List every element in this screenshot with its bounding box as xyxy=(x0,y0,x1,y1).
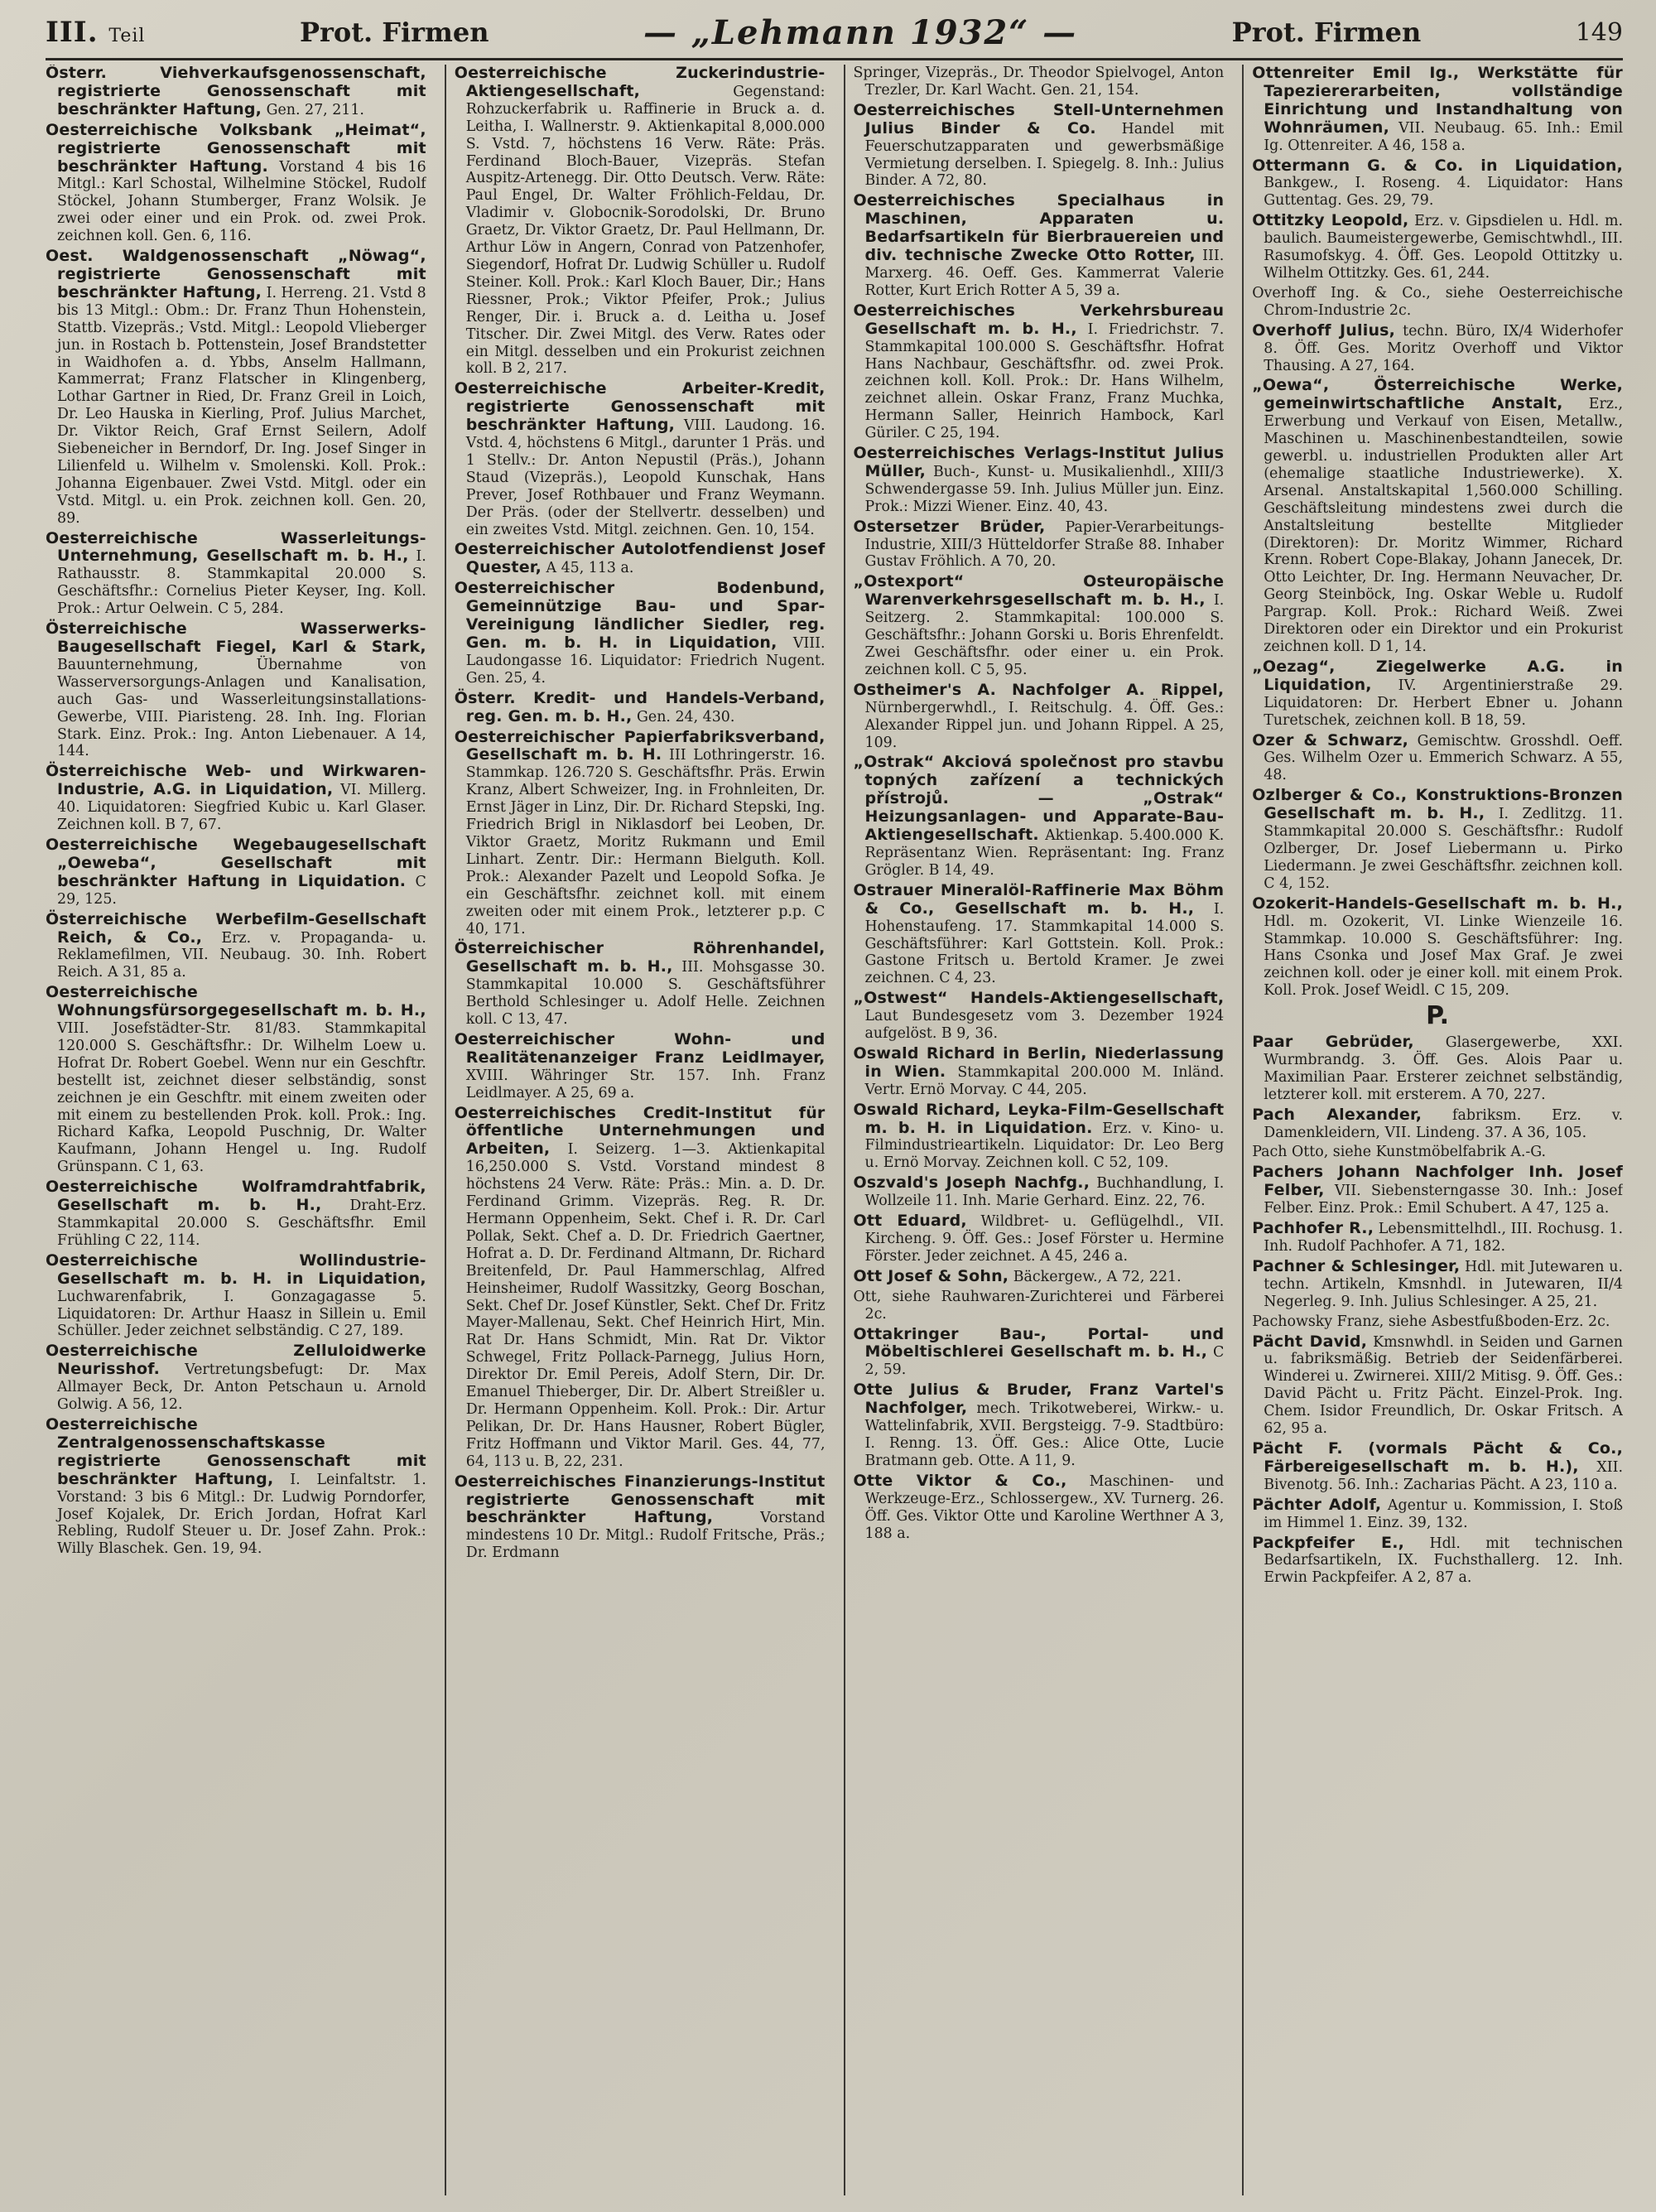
entry-details: Pachowsky Franz, siehe Asbestfußboden-Erz. 2c. xyxy=(1252,1313,1610,1330)
entry-details: Gen. 24, 430. xyxy=(637,708,735,725)
entry-details: Erz. v. Kino- u. Filmindustrieartikeln. Liquidator: Dr. Leo Berg u. Ernö Morvay. Zeichnen koll. C 52, 109. xyxy=(864,1120,1225,1172)
firm-name: Österreichische Wasserwerks-Baugesellschaft Fiegel, Karl & Stark, xyxy=(46,619,426,656)
directory-entry xyxy=(1252,1220,1623,1255)
directory-entry xyxy=(854,1212,1225,1265)
entry-details: Agentur u. Kommission, I. Stoß im Himmel 1. Einz. 39, 132. xyxy=(1264,1496,1623,1531)
entry-details: Ott, siehe Rauhwaren-Zurichterei und Färberei 2c. xyxy=(853,1288,1225,1323)
entry-details: Pach Otto, siehe Kunstmöbelfabrik A.-G. xyxy=(1252,1144,1547,1161)
firm-name: Oswald Richard in Berlin, Niederlassung in Wien. xyxy=(853,1043,1225,1081)
entry-details: Buchhandlung, I. Wollzeile 11. Inh. Marie Gerhard. Einz. 22, 76. xyxy=(864,1175,1225,1210)
entry-details: Hdl. m. Ozokerit, VI. Linke Wienzeile 16. Stammkap. 10.000 S. Geschäftsführer: Ing. Hans Csonka und Josef Max Graf. Je zwei zeichnen koll. oder je einer koll. mit einem Prok. Koll. Prok. Josef Weidl. C 15, 209. xyxy=(1264,913,1623,1000)
directory-entry xyxy=(1252,212,1623,282)
firm-name: Paar Gebrüder, xyxy=(1252,1033,1414,1052)
entry-details: Handel mit Feuerschutzapparaten und gewerbsmäßige Vermietung derselben. I. Spiegelg. 8. Inh.: Julius Binder. A 72, 80. xyxy=(864,120,1225,190)
directory-entry xyxy=(854,518,1225,571)
firm-name: Packpfeifer E., xyxy=(1252,1533,1405,1552)
firm-name: „Ostwest“ Handels-Aktiengesellschaft, xyxy=(853,989,1225,1008)
entry-details: VII. Neubaug. 65. Inh.: Emil Ig. Ottenreiter. A 46, 158 a. xyxy=(1264,119,1623,154)
directory-entry xyxy=(46,530,426,619)
entry-details: Gemischtw. Grosshdl. Oeff. Ges. Wilhelm Ozer u. Emmerich Schwarz. A 55, 48. xyxy=(1264,732,1623,784)
entry-details: Stammkapital 200.000 M. Inländ. Vertr. Ernö Morvay. C 44, 205. xyxy=(864,1063,1225,1098)
directory-entry xyxy=(1252,1164,1623,1217)
firm-name: Oesterreichischer Wohn- und Realitätenanzeiger Franz Leidlmayer, xyxy=(454,1029,826,1067)
firm-name: Österreichischer Röhrenhandel, Gesellschaft m. b. H., xyxy=(454,939,826,976)
column-4 xyxy=(1242,65,1623,2195)
directory-entry xyxy=(1252,658,1623,730)
entry-details: Vorstand 4 bis 16 Mitgl.: Karl Schostal, Wilhelmine Stöckel, Rudolf Stöckel, Johann Stumberger, Franz Wolsik. Je zwei oder einer und ein Prok. od. zwei Prok. zeichnen koll. Gen. 6, 116. xyxy=(57,158,426,245)
entry-details: Hdl. mit Jutewaren u. techn. Artikeln, Kmsnhdl. in Jutewaren, II/4 Negerleg. 9. Inh. Julius Schlesinger. A 25, 21. xyxy=(1264,1258,1623,1310)
directory-entry xyxy=(46,1342,426,1414)
directory-entry xyxy=(854,682,1225,752)
firm-name: Pach Alexander, xyxy=(1252,1105,1423,1124)
firm-name: Pächt F. (vormals Pächt & Co., Färbereigesellschaft m. b. H.), xyxy=(1252,1439,1623,1476)
firm-name: Oszvald's Joseph Nachfg., xyxy=(853,1173,1090,1193)
entry-details: Maschinen- und Werkzeuge-Erz., Schlossergew., XV. Turnerg. 26. Öff. Ges. Viktor Otte und Karoline Werthner A 3, 188 a. xyxy=(864,1472,1225,1542)
directory-entry xyxy=(1252,1440,1623,1494)
directory-entry xyxy=(1252,732,1623,785)
directory-entry xyxy=(854,302,1225,442)
directory-entry xyxy=(854,882,1225,987)
directory-entry xyxy=(1252,157,1623,210)
firm-name: Oesterreichische Volksbank „Heimat“, registrierte Genossenschaft mit beschränkter Haftung. xyxy=(46,120,426,176)
firm-name: Oesterreichische Wegebaugesellschaft „Oeweba“, Gesellschaft mit beschränkter Haftung in Liquidation. xyxy=(46,835,426,890)
entry-details: Gegenstand: Rohzuckerfabrik u. Raffinerie in Bruck a. d. Leitha, I. Wallnerstr. 9. Aktienkapital 8,000.000 S. Vstd. 7, höchstens 16 Verw. Räte: Präs. Ferdinand Bloch-Bauer, Vizepräs. Stefan Auspitz-Artenegg. Dir. Otto Deutsch. Verw. Räte: Paul Engel, Dr. Walter Fröhlich-Feldau, Dr. Vladimir v. Globocnik-Sorodolski, Dr. Bruno Graetz, Dr. Viktor Graetz, Dr. Paul Hellmann, Dr. Arthur Löw in Angern, Conrad von Patzenhofer, Siegendorf, Hofrat Dr. Ludwig Schüller u. Rudolf Steiner. Koll. Prok.: Karl Kloch Bauer, Dir.; Hans Riessner, Prok.; Viktor Pfeifer, Prok.; Julius Renger, Dir. i. Bruck a. d. Leitha u. Josef Titscher. Dir. Zwei Mitgl. des Verw. Rates oder ein Mitgl. desselben und ein Prokurist zeichnen koll. B 2, 217. xyxy=(465,83,826,378)
directory-entry xyxy=(854,1289,1225,1323)
directory-entry xyxy=(854,754,1225,879)
entry-details: I. Zedlitzg. 11. Stammkapital 20.000 S. Geschäftsfhr.: Rudolf Ozlberger, Dr. Josef Liebermann u. Pirko Liedermann. Je zwei Geschäftsfhr. zeichnen koll. C 4, 152. xyxy=(1264,806,1623,892)
directory-entry xyxy=(1252,1333,1623,1438)
entry-details: I. Seitzerg. 2. Stammkapital: 100.000 S. Geschäftsfhr.: Johann Gorski u. Boris Ehrenfeldt. Zwei Geschäftsfhr. oder einer u. ein Prok. zeichnen koll. C 5, 95. xyxy=(864,592,1225,678)
firm-name: Ozlberger & Co., Konstruktions-Bronzen Gesellschaft m. b. H., xyxy=(1252,786,1623,823)
firm-name: Österr. Kredit- und Handels-Verband, reg. Gen. m. b. H., xyxy=(454,688,826,725)
firm-name: Oesterreichisches Finanzierungs-Institut registrierte Genossenschaft mit beschränkter Haftung, xyxy=(454,1472,826,1527)
directory-entry xyxy=(1252,1535,1623,1588)
firm-name: Ott Eduard, xyxy=(853,1212,967,1231)
firm-name: Oesterreichische Wollindustrie-Gesellschaft m. b. H. in Liquidation, xyxy=(46,1251,426,1288)
directory-entry xyxy=(1252,895,1623,1000)
entry-details: I. Friedrichstr. 7. Stammkapital 100.000 S. Geschäftsfhr. Hofrat Hans Nachbaur, Geschäftsfhr. od. zwei Prok. zeichnen koll. Koll. Prok.: Dr. Hans Wilhelm, zeichnet allein. Oskar Franz, Franz Muchka, Hermann Saller, Heinrich Hambock, Karl Güriler. C 25, 194. xyxy=(864,320,1225,442)
firm-name: „Ostrak“ Akciová společnost pro stavbu topných zařízení a technických přístrojů. — „Ostrak“ Heizungsanlagen- und Apparate-Bau-Aktiengesellschaft. xyxy=(853,753,1225,845)
directory-entry xyxy=(455,580,826,687)
entry-details: I. Seizerg. 1—3. Aktienkapital 16,250.000 S. Vstd. Vorstand mindest 8 höchstens 24 Verw. Räte: Präs.: Min. a. D. Dr. Ferdinand Grimm. Vizepräs. Reg. R. Dr. Hermann Oppenheim, Sekt. Chef i. R. Dr. Carl Pollak, Sekt. Chef a. D. Dr. Friedrich Gaertner, Hofrat a. D. Dr. Ferdinand Altmann, Dr. Richard Breitenfeld, Dr. Paul Hammerschlag, Alfred Heinsheimer, Rudolf Wassitzky, Georg Boschan, Sekt. Chef Dr. Josef Künstler, Sekt. Chef Dr. Fritz Mayer-Mallenau, Sekt. Chef Heinrich Hirt, Min. Rat Dr. Hans Schmidt, Min. Rat Dr. Viktor Schwegel, Fritz Pollack-Parnegg, Julius Horn, Direktor Dr. Emil Pereis, Adolf Stern, Dir. Dr. Emanuel Thieberger, Dir. Dr. Albert Streißler u. Dr. Hermann Oppenheim. Koll. Prok.: Dir. Artur Pelikan, Dr. Dr. Hans Hausner, Robert Bügler, Fritz Hoffmann und Viktor Maril. Ges. 44, 77, 64, 113 u. B, 22, 231. xyxy=(465,1141,826,1470)
entry-details: I. Herreng. 21. Vstd 8 bis 13 Mitgl.: Obm.: Dr. Franz Thun Hohenstein, Stattb. Vizepräs.; Vstd. Mitgl.: Leopold Vlieberger jun. in Rostach b. Pottenstein, Josef Brandstetter in Waidhofen a. d. Ybbs, Anselm Hallmann, Kammerrat; Franz Flatscher in Klingenberg, Lothar Gartner in Ried, Dr. Franz Greil in Loich, Dr. Leo Hauska in Kierling, Prof. Julius Marchet, Dr. Viktor Reich, Graf Ernst Seilern, Adolf Siebeneicher in Berndorf, Dr. Ing. Josef Singer in Lilienfeld u. Wilhelm v. Smolenski. Koll. Prok.: Johanna Eigenbauer. Zwei Vstd. Mitgl. oder ein Vstd. Mitgl. u. ein Prok. zeichnen koll. Gen. 20, 89. xyxy=(57,284,426,527)
directory-entry xyxy=(46,248,426,528)
column-2 xyxy=(445,65,826,2195)
directory-entry xyxy=(46,620,426,760)
firm-name: Oesterreichisches Stell-Unternehmen Julius Binder & Co. xyxy=(853,100,1225,137)
entry-details: XVIII. Währinger Str. 157. Inh. Franz Leidlmayer. A 25, 69 a. xyxy=(465,1067,826,1101)
entry-details: Gen. 27, 211. xyxy=(266,101,364,118)
firm-name: Ott Josef & Sohn, xyxy=(853,1266,1009,1285)
firm-name: Ostheimer's A. Nachfolger A. Rippel, xyxy=(853,680,1225,699)
left-section-title: Prot. Firmen xyxy=(299,17,489,48)
firm-name: Oesterreichisches Verlags-Institut Julius Müller, xyxy=(853,444,1225,480)
directory-entry xyxy=(46,836,426,908)
firm-name: Oesterreichische Wolframdrahtfabrik, Gesellschaft m. b. H., xyxy=(46,1178,426,1215)
entry-details: Nürnbergerwhdl., I. Reitschulg. 4. Öff. Ges.: Alexander Rippel jun. und Johann Rippel. A 25, 109. xyxy=(864,699,1225,751)
firm-name: Overhoff Julius, xyxy=(1252,320,1396,340)
entry-details: Springer, Vizepräs., Dr. Theodor Spielvogel, Anton Trezler, Dr. Karl Wacht. Gen. 21, 154. xyxy=(853,65,1225,99)
entry-details: Lebensmittelhdl., III. Rochusg. 1. Inh. Rudolf Pachhofer. A 71, 182. xyxy=(1264,1221,1623,1255)
entry-details: Erz. v. Propaganda- u. Reklamefilmen, VII. Neubaug. 30. Inh. Robert Reich. A 31, 85 a. xyxy=(57,929,426,981)
firm-name: Österreichische Web- und Wirkwaren-Industrie, A.G. in Liquidation, xyxy=(46,762,426,799)
directory-entry xyxy=(854,65,1225,99)
directory-entry xyxy=(854,1045,1225,1099)
directory-entry xyxy=(455,1031,826,1102)
entry-details: Kmsnwhdl. in Seiden und Garnen u. fabriksmäßig. Betrieb der Seidenfärberei. Winderei u. Zwirnerei. XIII/2 Mitisg. 9. Öff. Ges.: David Pächt u. Fritz Pächt. Einzel-Prok. Ing. Chem. Isidor Freundlich, Dr. Oskar Fritsch. A 62, 95 a. xyxy=(1264,1333,1623,1438)
entry-details: Buch-, Kunst- u. Musikalienhdl., XIII/3 Schwendergasse 59. Inh. Julius Müller jun. Einz. Prok.: Mizzi Wiener. Einz. 40, 43. xyxy=(864,463,1225,515)
column-3 xyxy=(844,65,1225,2195)
firm-name: Pächter Adolf, xyxy=(1252,1495,1382,1514)
page-number: 149 xyxy=(1575,17,1623,47)
entry-details: Glasergewerbe, XXI. Wurmbrandg. 3. Öff. Ges. Alois Paar u. Maximilian Paar. Ersterer zeichnet selbständig, letzterer koll. mit ersterem. A 70, 227. xyxy=(1264,1034,1623,1103)
firm-name: Oesterreichisches Credit-Institut für öffentliche Unternehmungen und Arbeiten, xyxy=(454,1103,826,1159)
directory-entry xyxy=(854,1381,1225,1470)
entry-details: I. Rathausstr. 8. Stammkapital 20.000 S. Geschäftsfhr.: Cornelius Pieter Keyser, Ing. Koll. Prok.: Artur Oelwein. C 5, 284. xyxy=(57,548,426,618)
firm-name: Ostersetzer Brüder, xyxy=(853,517,1046,536)
entry-columns xyxy=(46,65,1623,2195)
firm-name: Pachers Johann Nachfolger Inh. Josef Felber, xyxy=(1252,1163,1623,1200)
page-header xyxy=(46,7,1623,60)
firm-name: Otte Julius & Bruder, Franz Vartel's Nachfolger, xyxy=(853,1381,1225,1418)
entry-details: VII. Siebensterngasse 30. Inh.: Josef Felber. Einz. Prok.: Emil Schubert. A 47, 125 a. xyxy=(1264,1183,1623,1217)
directory-entry xyxy=(1252,1258,1623,1311)
firm-name: Österreichische Werbefilm-Gesellschaft Reich, & Co., xyxy=(46,909,426,947)
firm-name: Oesterreichische Zelluloidwerke Neurisshof. xyxy=(46,1342,426,1379)
entry-details: Vertretungsbefugt: Dr. Max Allmayer Beck, Dr. Anton Petschaun u. Arnold Golwig. A 56, 12. xyxy=(57,1361,426,1414)
directory-entry xyxy=(455,690,826,726)
entry-details: mech. Trikotweberei, Wirkw.- u. Wattelinfabrik, XVII. Bergsteigg. 7-9. Stadtbüro: I. Renng. 13. Öff. Ges.: Alice Otte, Lucie Bratmann geb. Otte. A 11, 9. xyxy=(864,1400,1225,1469)
firm-name: Ozer & Schwarz, xyxy=(1252,730,1409,749)
directory-entry xyxy=(455,65,826,378)
entry-details: IV. Argentinierstraße 29. Liquidatoren: Dr. Herbert Ebner u. Johann Turetschek, zeichnen koll. B 18, 59. xyxy=(1264,677,1623,729)
firm-name: Otte Viktor & Co., xyxy=(853,1471,1067,1490)
directory-entry xyxy=(854,1268,1225,1286)
directory-entry xyxy=(46,65,426,119)
directory-entry xyxy=(46,1252,426,1341)
entry-details: I. Leinfaltstr. 1. Vorstand: 3 bis 6 Mitgl.: Dr. Ludwig Porndorfer, Josef Kojalek, Dr. Erich Jordan, Hofrat Karl Rebling, Rudolf Steuer u. Dr. Josef Zahn. Prok.: Willy Blaschek. Gen. 19, 94. xyxy=(57,1471,426,1558)
entry-details: Wildbret- u. Geflügelhdl., VII. Kircheng. 9. Öff. Ges.: Josef Förster u. Hermine Förster. Jeder zeichnet. A 45, 246 a. xyxy=(864,1213,1225,1265)
directory-entry xyxy=(455,380,826,538)
firm-name: Oesterreichische Wohnungsfürsorgegesellschaft m. b. H., xyxy=(46,983,426,1020)
directory-entry xyxy=(1252,285,1623,320)
directory-entry xyxy=(1252,65,1623,155)
firm-name: Österr. Viehverkaufsgenossenschaft, registrierte Genossenschaft mit beschränkter Haftung, xyxy=(46,65,426,118)
entry-details: Bauunternehmung, Übernahme von Wasserversorgungs-Anlagen und Kanalisation, auch Gas- und Wasserleitungsinstallations-Gewerbe, VIII. Piaristeng. 28. Inh. Ing. Florian Stark. Einz. Prok.: Ing. Anton Liebenauer. A 14, 144. xyxy=(57,656,426,760)
entry-details: Hdl. mit technischen Bedarfsartikeln, IX. Fuchsthallerg. 12. Inh. Erwin Packpfeifer. A 2, 87 a. xyxy=(1264,1535,1623,1587)
firm-name: Oest. Waldgenossenschaft „Nöwag“, registrierte Genossenschaft mit beschränkter Haftung, xyxy=(46,247,426,301)
directory-entry xyxy=(46,1416,426,1558)
entry-details: III. Mohsgasse 30. Stammkapital 10.000 S. Geschäftsführer Berthold Schlesinger u. Adolf Helle. Zeichnen koll. C 13, 47. xyxy=(465,959,826,1029)
entry-details: Erz. v. Gipsdielen u. Hdl. m. baulich. Baumeistergewerbe, Gemischtwhdl., III. Rasumofskyg. 4. Öff. Ges. Leopold Ottitzky u. Wilhelm Ottitzky. Ges. 61, 244. xyxy=(1264,213,1623,282)
firm-name: Ottermann G. & Co. in Liquidation, xyxy=(1252,156,1623,175)
directory-entry xyxy=(46,763,426,834)
book-title: — „Lehmann 1932“ — xyxy=(643,12,1078,52)
directory-entry xyxy=(854,1174,1225,1210)
directory-entry xyxy=(455,729,826,938)
entry-details: I. Hohenstaufeng. 17. Stammkapital 14.000 S. Geschäftsführer: Karl Gottstein. Koll. Prok.: Gastone Fritsch u. Bertold Kramer. Je zwei zeichnen. C 4, 23. xyxy=(864,900,1225,987)
directory-entry xyxy=(1252,322,1623,375)
entry-details: techn. Büro, IX/4 Widerhofer 8. Öff. Ges. Moritz Overhoff und Viktor Thausing. A 27, 164. xyxy=(1264,322,1623,374)
directory-entry xyxy=(46,122,426,245)
entry-details: Aktienkap. 5.400.000 K. Repräsentanz Wien. Repräsentant: Ing. Franz Grögler. B 14, 49. xyxy=(864,827,1225,879)
directory-entry xyxy=(46,984,426,1176)
directory-entry xyxy=(1252,377,1623,656)
directory-entry xyxy=(854,1472,1225,1543)
firm-name: Oswald Richard, Leyka-Film-Gesellschaft m. b. H. in Liquidation. xyxy=(853,1100,1225,1137)
directory-entry xyxy=(455,940,826,1029)
entry-details: Erz., Erwerbung und Verkauf von Eisen, Metallw., Maschinen u. Maschinenbestandteilen, sowie gewerbl. u. industriellen Produkten aller Art (ehemalige staatliche Industriewerke). X. Arsenal. Anstaltskapital 1,560.000 Schilling. Geschäftsleitung mindestens zwei durch die Anstaltsleitung bestellte Mitglieder (Direktoren): Dr. Moritz Wimmer, Richard Krenn. Robert Cope-Blakay, Johann Janecek, Dr. Otto Leichter, Dr. Ing. Hermann Neuvacher, Dr. Georg Steinböck, Ing. Oskar Weble u. Rudolf Pargrap. Koll. Prok.: Richard Weiß. Zwei Direktoren oder ein Direktor und ein Prokurist zeichnen koll. D 1, 14. xyxy=(1264,396,1623,655)
directory-entry xyxy=(455,1473,826,1563)
entry-details: Luchwarenfabrik, I. Gonzagagasse 5. Liquidatoren: Dr. Arthur Haasz in Sillein u. Emil Schüller. Jeder zeichnet selbständig. C 27, 189. xyxy=(57,1288,426,1340)
directory-entry xyxy=(1252,1496,1623,1532)
directory-entry xyxy=(1252,1106,1623,1142)
firm-name: Ostrauer Mineralöl-Raffinerie Max Böhm & Co., Gesellschaft m. b. H., xyxy=(853,880,1225,918)
firm-name: Oesterreichische Wasserleitungs-Unternehmung, Gesellschaft m. b. H., xyxy=(46,528,426,566)
entry-details: Laut Bundesgesetz vom 3. Dezember 1924 aufgelöst. B 9, 36. xyxy=(864,1008,1225,1043)
directory-entry xyxy=(455,541,826,577)
firm-name: „Ostexport“ Osteuropäische Warenverkehrsgesellschaft m. b. H., xyxy=(853,572,1225,610)
firm-name: Oesterreichische Zentralgenossenschaftskasse registrierte Genossenschaft mit beschränkter Haftung, xyxy=(46,1414,426,1488)
firm-name: Ottitzky Leopold, xyxy=(1252,211,1409,230)
entry-details: VIII. Laudongasse 16. Liquidator: Friedrich Nugent. Gen. 25, 4. xyxy=(465,635,826,687)
entry-details: VIII. Laudong. 16. Vstd. 4, höchstens 6 Mitgl., darunter 1 Präs. und 1 Stellv.: Dr. Anton Nepustil (Präs.), Johann Staud (Vizepräs.), Leopold Kunschak, Hans Prever, Josef Rothbauer und Franz Weymann. Der Präs. (oder der Stellvertr. desselben) und ein zweites Vstd. Mitgl. zeichnen. Gen. 10, 154. xyxy=(465,417,826,538)
entry-details: III Lothringerstr. 16. Stammkap. 126.720 S. Geschäftsfhr. Präs. Erwin Kranz, Albert Schweizer, Ing. in Frohnleiten, Dr. Ernst Jäger in Linz, Dir. Dr. Richard Stepski, Ing. Friedrich Brigl in Niklasdorf bei Leoben, Dr. Viktor Graetz, Moritz Rukmann und Emil Linhart. Zentr. Dir.: Hermann Bielguth. Koll. Prok.: Alexander Pazelt und Leopold Sofka. Je ein Geschäftsfhr. zeichnet koll. mit einem zweiten oder mit einem Prok., letzterer p.p. C 40, 171. xyxy=(465,747,826,937)
entry-details: Bäckergew., A 72, 221. xyxy=(1013,1268,1182,1285)
directory-entry xyxy=(854,102,1225,190)
firm-name: Oesterreichischer Papierfabriksverband, Gesellschaft m. b. H. xyxy=(454,727,826,764)
directory-entry xyxy=(854,192,1225,299)
entry-details: C 2, 59. xyxy=(864,1344,1225,1379)
firm-name: Oesterreichischer Bodenbund, Gemeinnützige Bau- und Spar-Vereinigung ländlicher Siedler, reg. Gen. m. b. H. in Liquidation, xyxy=(454,579,826,652)
entry-details: Vorstand mindestens 10 Dr. Mitgl.: Rudolf Fritsche, Präs.; Dr. Erdmann xyxy=(465,1510,826,1562)
firm-name: Oesterreichische Zuckerindustrie-Aktiengesellschaft, xyxy=(454,65,826,100)
firm-name: Ottenreiter Emil Ig., Werkstätte für Tapeziererarbeiten, vollständige Einrichtung und Instandhaltung von Wohnräumen, xyxy=(1252,65,1623,137)
entry-details: Papier-Verarbeitungs-Industrie, XIII/3 Hütteldorfer Straße 88. Inhaber Gustav Fröhlich. A 70, 20. xyxy=(864,518,1225,571)
entry-details: fabriksm. Erz. v. Damenkleidern, VII. Lindeng. 37. A 36, 105. xyxy=(1264,1106,1623,1141)
directory-entry xyxy=(854,990,1225,1043)
directory-entry xyxy=(46,911,426,982)
directory-entry xyxy=(1252,1034,1623,1104)
entry-details: Bankgew., I. Roseng. 4. Liquidator: Hans Guttentag. Ges. 29, 79. xyxy=(1264,175,1623,210)
right-section-title: Prot. Firmen xyxy=(1231,17,1422,48)
firm-name: Oesterreichisches Specialhaus in Maschinen, Apparaten u. Bedarfsartikeln für Bierbrauereien und div. technische Zwecke Otto Rotter, xyxy=(853,191,1225,265)
entry-details: Overhoff Ing. & Co., siehe Oesterreichische Chrom-Industrie 2c. xyxy=(1252,284,1623,319)
column-1 xyxy=(46,65,426,2195)
part-label: III. Teil xyxy=(46,16,146,49)
directory-entry xyxy=(1252,1313,1623,1331)
letter-heading: P. xyxy=(1426,1001,1450,1031)
directory-entry xyxy=(455,1105,826,1471)
directory-entry xyxy=(1252,787,1623,892)
entry-details: VIII. Josefstädter-Str. 81/83. Stammkapital 120.000 S. Geschäftsfhr.: Dr. Wilhelm Loew u. Hofrat Dr. Robert Goebel. Wenn nur ein Geschftr. bestellt ist, zeichnet dieser selbständig, sonst zeichnen je ein Geschftr. mit einem zweiten oder mit einem zu bestellenden Prok. koll. Prok.: Ing. Richard Kafka, Leopold Puschnig, Dr. Walter Kaufmann, Johann Hengel u. Ing. Rudolf Grünspann. C 1, 63. xyxy=(57,1020,426,1176)
directory-entry xyxy=(854,573,1225,678)
directory-entry xyxy=(1252,1144,1623,1161)
entry-details: VI. Millerg. 40. Liquidatoren: Siegfried Kubic u. Karl Glaser. Zeichnen koll. B 7, 67. xyxy=(57,782,426,834)
entry-details: Draht-Erz. Stammkapital 20.000 S. Geschäftsfhr. Emil Frühling C 22, 114. xyxy=(57,1198,426,1249)
entry-details: A 45, 113 a. xyxy=(546,560,634,577)
firm-name: Pachhofer R., xyxy=(1252,1219,1374,1238)
directory-entry xyxy=(854,1101,1225,1173)
firm-name: „Oewa“, Österreichische Werke, gemeinwirtschaftliche Anstalt, xyxy=(1252,376,1623,413)
firm-name: Ottakringer Bau-, Portal- und Möbeltischlerei Gesellschaft m. b. H., xyxy=(853,1324,1225,1361)
firm-name: Oesterreichische Arbeiter-Kredit, registrierte Genossenschaft mit beschränkter Haftung, xyxy=(454,379,826,435)
entry-details: C 29, 125. xyxy=(57,873,426,908)
entry-details: III. Marxerg. 46. Oeff. Ges. Kammerrat Valerie Rotter, Kurt Erich Rotter A 5, 39 a. xyxy=(864,248,1225,299)
firm-name: Ozokerit-Handels-Gesellschaft m. b. H., xyxy=(1252,894,1623,913)
entry-details: XII. Bivenotg. 56. Inh.: Zacharias Pächt. A 23, 110 a. xyxy=(1264,1458,1623,1493)
firm-name: Oesterreichisches Verkehrsbureau Gesellschaft m. b. H., xyxy=(853,301,1225,338)
directory-entry xyxy=(854,1326,1225,1380)
firm-name: Oesterreichischer Autolotfendienst Josef Quester, xyxy=(454,540,826,577)
firm-name: Pachner & Schlesinger, xyxy=(1252,1256,1461,1275)
directory-entry xyxy=(854,445,1225,516)
firm-name: „Oezag“, Ziegelwerke A.G. in Liquidation, xyxy=(1252,657,1623,694)
firm-name: Pächt David, xyxy=(1252,1332,1368,1351)
directory-entry xyxy=(46,1178,426,1250)
